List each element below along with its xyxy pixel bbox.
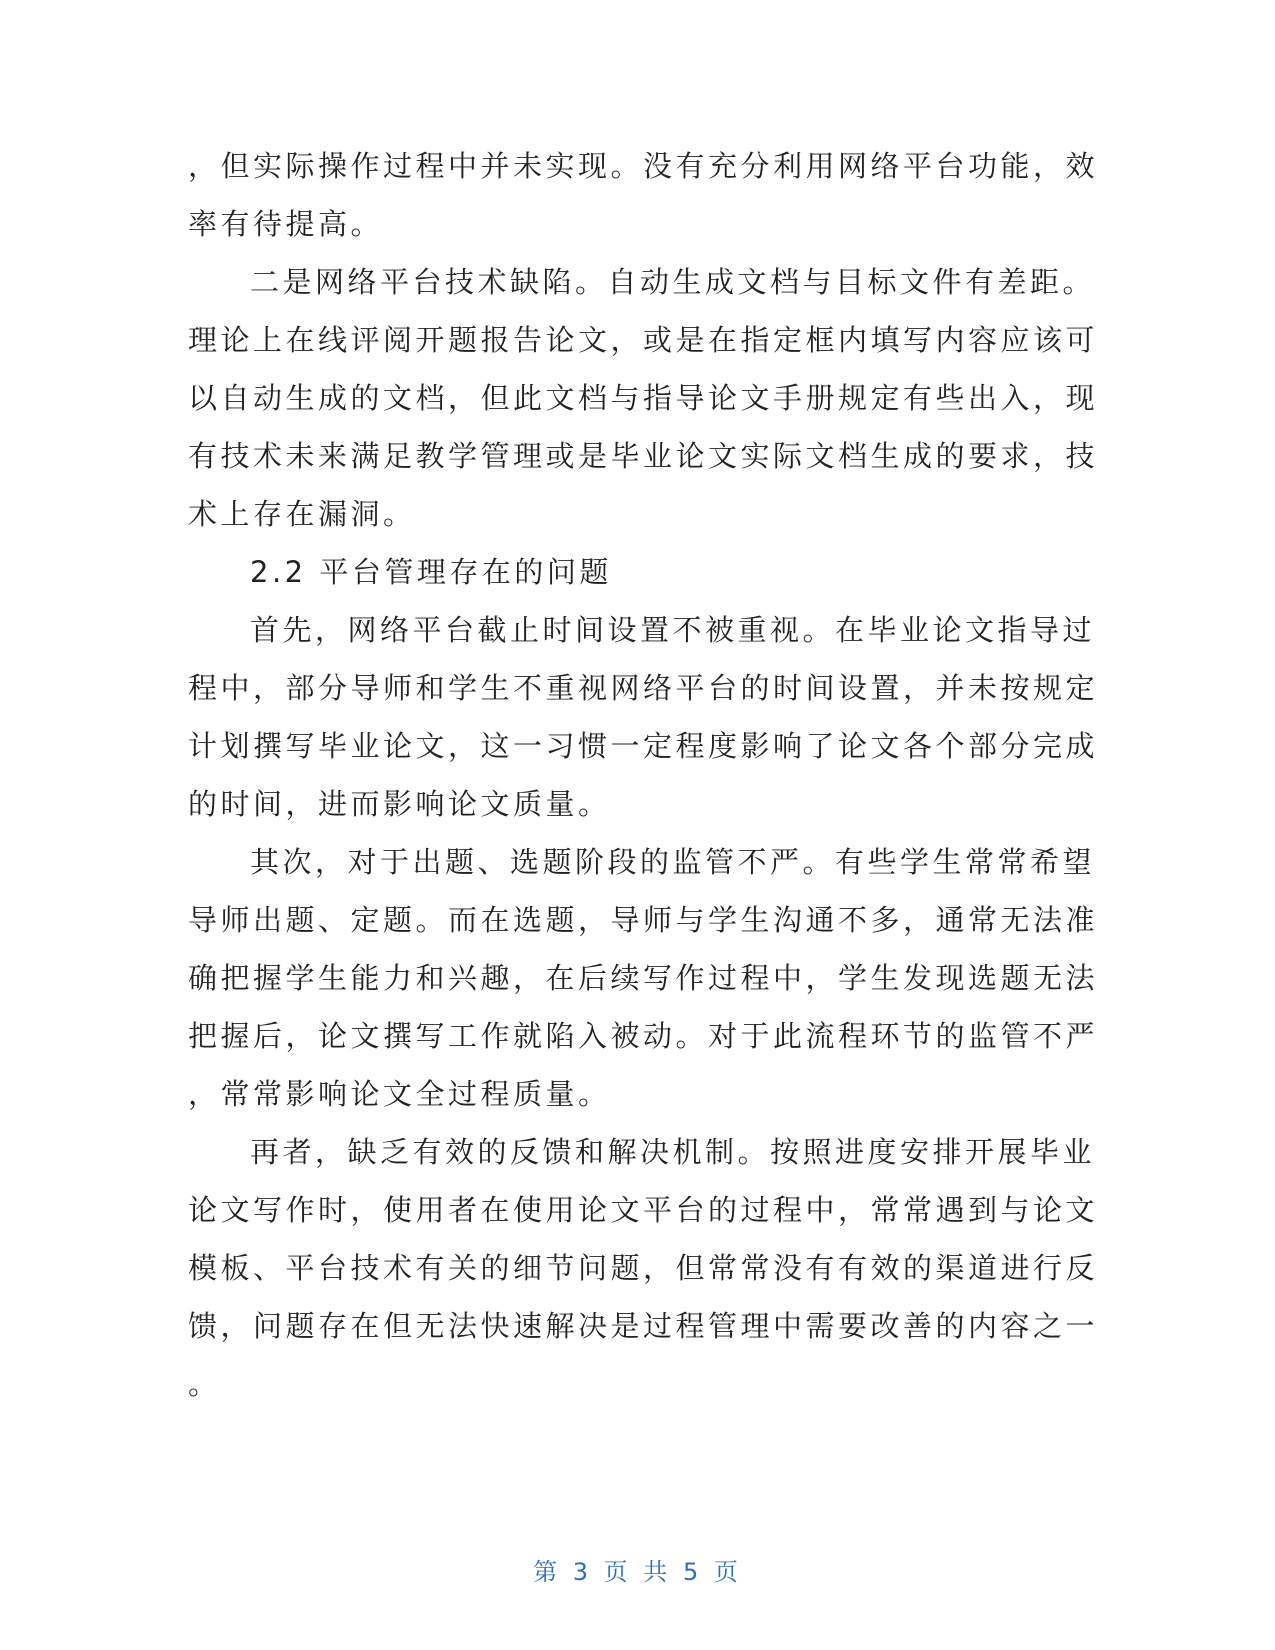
- body-text-line: 理论上在线评阅开题报告论文，或是在指定框内填写内容应该可: [188, 323, 1099, 357]
- body-text-line: 馈，问题存在但无法快速解决是过程管理中需要改善的内容之一: [188, 1309, 1099, 1343]
- body-text-line: 术上存在漏洞。: [188, 497, 416, 531]
- body-text-line: 程中，部分导师和学生不重视网络平台的时间设置，并未按规定: [188, 671, 1099, 705]
- section-heading: 2.2 平台管理存在的问题: [250, 555, 612, 589]
- body-text-line: 有技术未来满足教学管理或是毕业论文实际文档生成的要求，技: [188, 439, 1099, 473]
- body-text-line: 导师出题、定题。而在选题，导师与学生沟通不多，通常无法准: [188, 903, 1099, 937]
- body-text-line: 把握后，论文撰写工作就陷入被动。对于此流程环节的监管不严: [188, 1019, 1099, 1053]
- body-text-line: ，但实际操作过程中并未实现。没有充分利用网络平台功能，效: [188, 149, 1099, 183]
- body-text-line: 以自动生成的文档，但此文档与指导论文手册规定有些出入，现: [188, 381, 1099, 415]
- body-text-line: 计划撰写毕业论文，这一习惯一定程度影响了论文各个部分完成: [188, 729, 1099, 763]
- paragraph-first-line: 其次，对于出题、选题阶段的监管不严。有些学生常常希望: [250, 845, 1096, 879]
- body-text-line: 的时间，进而影响论文质量。: [188, 787, 611, 821]
- body-text-line: 论文写作时，使用者在使用论文平台的过程中，常常遇到与论文: [188, 1193, 1099, 1227]
- body-text-line: ，常常影响论文全过程质量。: [188, 1077, 611, 1111]
- paragraph-first-line: 再者，缺乏有效的反馈和解决机制。按照进度安排开展毕业: [250, 1135, 1096, 1169]
- body-text-line: 率有待提高。: [188, 207, 384, 241]
- page-number-footer: 第 3 页 共 5 页: [533, 1558, 742, 1586]
- paragraph-first-line: 首先，网络平台截止时间设置不被重视。在毕业论文指导过: [250, 613, 1096, 647]
- body-text-line: 。: [188, 1367, 221, 1401]
- paragraph-first-line: 二是网络平台技术缺陷。自动生成文档与目标文件有差距。: [250, 265, 1096, 299]
- body-text-line: 模板、平台技术有关的细节问题，但常常没有有效的渠道进行反: [188, 1251, 1099, 1285]
- body-text-line: 确把握学生能力和兴趣，在后续写作过程中，学生发现选题无法: [188, 961, 1099, 995]
